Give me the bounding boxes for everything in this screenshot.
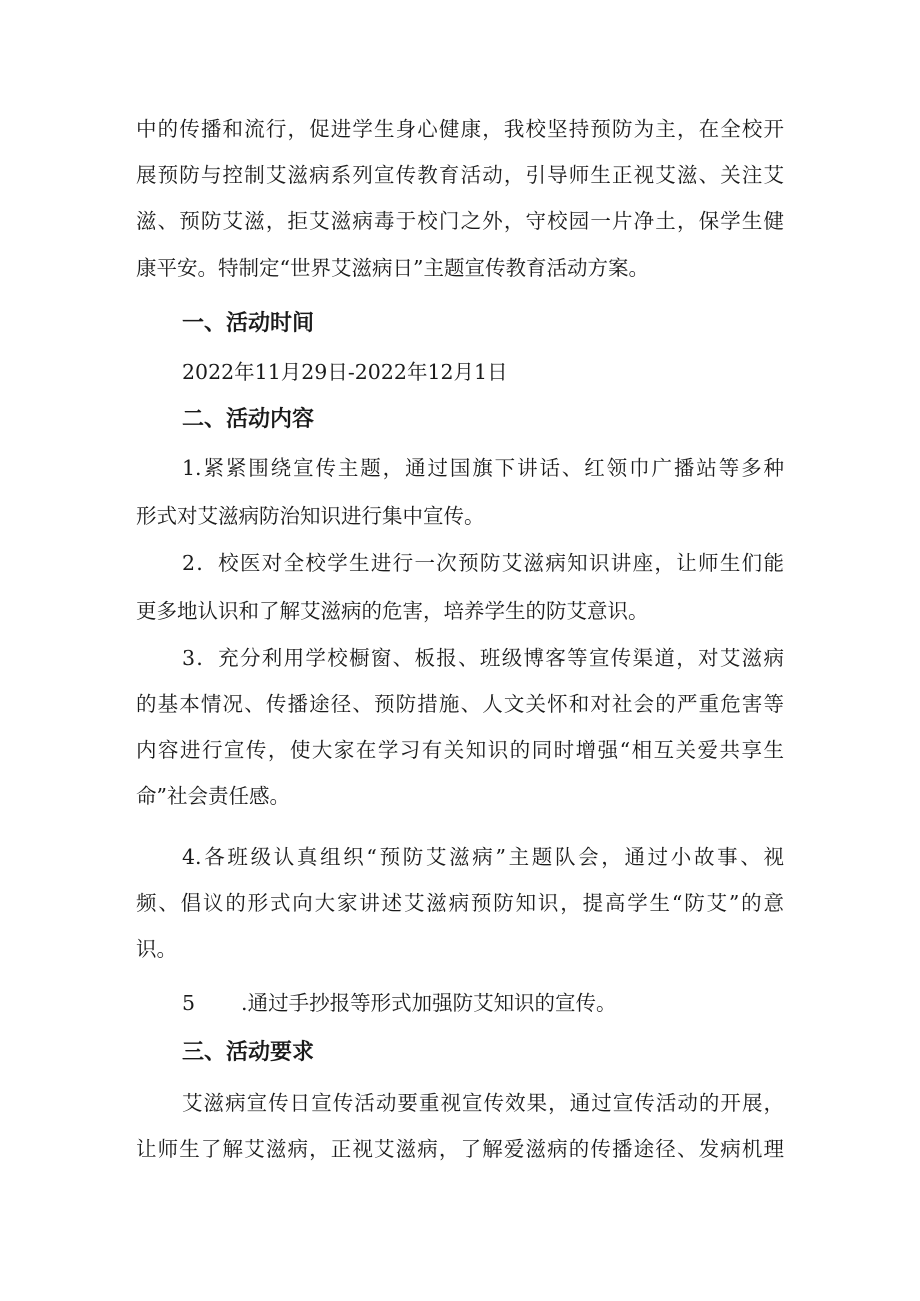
intro-line: 滋、预防艾滋，拒艾滋病毒于校门之外，守校园一片净土，保学生健 — [136, 209, 784, 233]
item-3-line: 3．充分利用学校橱窗、板报、班级博客等宣传渠道，对艾滋病 — [182, 646, 784, 670]
item-4-line: 4.各班级认真组织“预防艾滋病”主题队会，通过小故事、视 — [182, 845, 784, 869]
item-3-line: 内容进行宣传，使大家在学习有关知识的同时增强“相互关爱共享生 — [136, 738, 784, 762]
item-1-line: 1.紧紧围绕宣传主题，通过国旗下讲话、红领巾广播站等多种 — [182, 456, 784, 480]
item-4-line: 识。 — [136, 937, 177, 961]
item-1-line: 形式对艾滋病防治知识进行集中宣传。 — [136, 504, 485, 528]
item-3-line: 命”社会责任感。 — [136, 784, 290, 808]
intro-line: 康平安。特制定“世界艾滋病日”主题宣传教育活动方案。 — [136, 256, 649, 280]
item-2-line: 2．校医对全校学生进行一次预防艾滋病知识讲座，让师生们能 — [182, 551, 784, 575]
intro-line: 中的传播和流行，促进学生身心健康，我校坚持预防为主，在全校开 — [136, 117, 784, 141]
item-4-line: 频、倡议的形式向大家讲述艾滋病预防知识，提高学生“防艾”的意 — [136, 891, 784, 915]
activity-date: 2022年11月29日-2022年12月1日 — [182, 360, 508, 384]
requirements-line: 让师生了解艾滋病，正视艾滋病，了解爱滋病的传播途径、发病机理 — [136, 1137, 784, 1161]
item-5-number: 5 — [182, 991, 196, 1015]
item-3-line: 的基本情况、传播途径、预防措施、人文关怀和对社会的严重危害等 — [136, 692, 784, 716]
requirements-line: 艾滋病宣传日宣传活动要重视宣传效果，通过宣传活动的开展， — [182, 1091, 784, 1115]
item-5-line — [182, 989, 784, 1017]
section-heading-time: 一、活动时间 — [182, 311, 315, 336]
section-heading-requirements: 三、活动要求 — [182, 1040, 315, 1065]
intro-line: 展预防与控制艾滋病系列宣传教育活动，引导师生正视艾滋、关注艾 — [136, 163, 784, 187]
item-5-text: .通过手抄报等形式加强防艾知识的宣传。 — [241, 991, 617, 1015]
section-heading-content: 二、活动内容 — [182, 407, 315, 432]
item-2-line: 更多地认识和了解艾滋病的危害，培养学生的防艾意识。 — [136, 599, 649, 623]
